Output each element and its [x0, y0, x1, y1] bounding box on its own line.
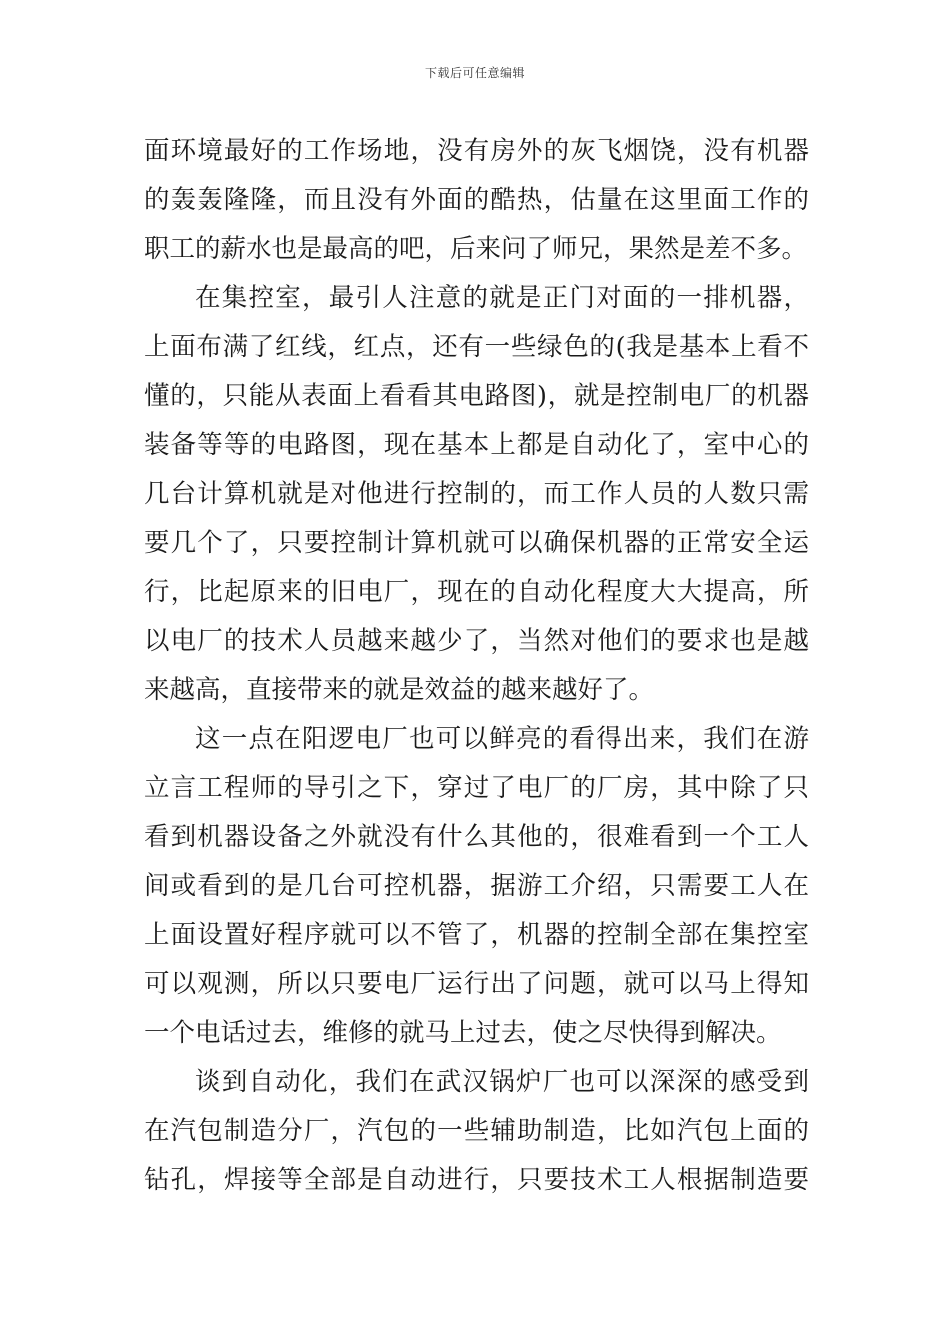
text-line: 来越高，直接带来的就是效益的越来越好了。 — [144, 675, 655, 705]
text-line: 上面设置好程序就可以不管了，机器的控制全部在集控室 — [144, 920, 809, 950]
text-line: 在汽包制造分厂，汽包的一些辅助制造，比如汽包上面的 — [144, 1116, 809, 1146]
text-line: 以电厂的技术人员越来越少了，当然对他们的要求也是越 — [144, 626, 809, 656]
text-line: 立言工程师的导引之下，穿过了电厂的厂房，其中除了只 — [144, 773, 809, 803]
text-line: 钻孔，焊接等全部是自动进行，只要技术工人根据制造要 — [144, 1165, 809, 1195]
text-line: 懂的，只能从表面上看看其电路图)，就是控制电厂的机器 — [144, 381, 809, 411]
text-line: 行，比起原来的旧电厂，现在的自动化程度大大提高，所 — [144, 577, 809, 607]
body-text — [144, 127, 809, 1205]
text-line: 的轰轰隆隆，而且没有外面的酷热，估量在这里面工作的 — [144, 185, 809, 215]
text-line: 谈到自动化，我们在武汉锅炉厂也可以深深的感受到 — [195, 1067, 809, 1097]
text-line: 几台计算机就是对他进行控制的，而工作人员的人数只需 — [144, 479, 809, 509]
text-line: 上面布满了红线，红点，还有一些绿色的(我是基本上看不 — [144, 332, 809, 362]
text-line: 间或看到的是几台可控机器，据游工介绍，只需要工人在 — [144, 871, 809, 901]
text-line: 面环境最好的工作场地，没有房外的灰飞烟饶，没有机器 — [144, 136, 809, 166]
text-line: 装备等等的电路图，现在基本上都是自动化了，室中心的 — [144, 430, 809, 460]
text-line: 看到机器设备之外就没有什么其他的，很难看到一个工人 — [144, 822, 809, 852]
text-line: 一个电话过去，维修的就马上过去，使之尽快得到解决。 — [144, 1018, 782, 1048]
text-line: 可以观测，所以只要电厂运行出了问题，就可以马上得知 — [144, 969, 809, 999]
text-line: 在集控室，最引人注意的就是正门对面的一排机器， — [195, 283, 809, 313]
text-line: 职工的薪水也是最高的吧，后来问了师兄，果然是差不多。 — [144, 234, 808, 264]
header-note: 下载后可任意编辑 — [424, 66, 525, 80]
text-line: 这一点在阳逻电厂也可以鲜亮的看得出来，我们在游 — [195, 724, 809, 754]
text-line: 要几个了，只要控制计算机就可以确保机器的正常安全运 — [144, 528, 809, 558]
